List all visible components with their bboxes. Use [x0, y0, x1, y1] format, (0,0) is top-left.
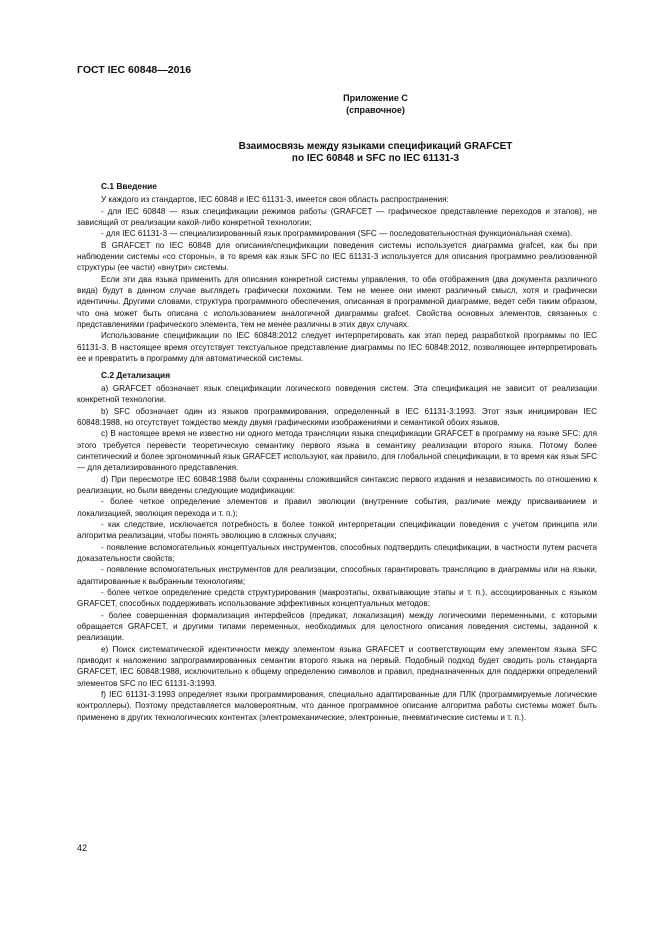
- paragraph: e) Поиск систематической идентичности между элементом языка GRAFCET и соответствующим ему элементом языка SFC приводит к наложению запрограммированных семантик второго языка на первый. Подобный подход будет сводить роль стандарта GRAFCET, IEC 60848:1988, исключительно к общему определению символов и правил, предназначенных для поддержки определений элементов SFC по IEC 61131-3:1993.: [77, 644, 597, 688]
- appendix-title: [0, 141, 661, 165]
- paragraph: Если эти два языка применить для описания конкретной системы управления, то оба отображения (два документа различного вида) будут в данном случае выглядеть графически похожими. Тем не менее они имеют различный смысл, хотя и графически идентичны. Другими словами, структура программного обеспечения, описанная в программной диаграмме, ведет себя таким образом, что она может быть описана с использованием аналогичной диаграммы grafcet. Свойства основных элементов, связанных с представлениями графического элемента, тем не менее различны в этих двух случаях.: [77, 274, 597, 330]
- list-item: - более совершенная формализация интерфейсов (предикат, локализация) между логическими переменными, с которыми обращается GRAFCET, и другими типами переменных, необходимых для целостного описания поведения системы, заданной к реализации.: [77, 610, 597, 643]
- paragraph: c) В настоящее время не известно ни одного метода трансляции языка спецификации GRAFCET в программу на языке SFC: для этого требуется перевести теоретическую семантику первого языка в семантику реализации второго языка. Потому более синтетический и более эргономичный язык GRAFCET используют, как правило, для глобальной спецификации, в то время как язык SFC — для детализированного представления.: [77, 429, 597, 473]
- page-number: 42: [77, 843, 88, 853]
- appendix-type: (справочное): [346, 104, 405, 115]
- title-line-2: по IEC 60848 и SFC по IEC 61131-3: [291, 153, 460, 164]
- paragraph: a) GRAFCET обозначает язык спецификации логического поведения систем. Эта спецификация не зависит от реализации конкретной технологии.: [77, 383, 597, 405]
- list-item: - появление вспомогательных концептуальных инструментов, способных подтвердить спецификации, в частности путем расчета доказательности свойств;: [77, 542, 597, 563]
- document-body: [77, 181, 597, 723]
- list-item: - появление вспомогательных инструментов для реализации, способных гарантировать трансляцию в диаграммы или на языки, адаптированные к выбранным технологиям;: [77, 565, 597, 586]
- doc-header: ГОСТ IEC 60848—2016: [77, 64, 192, 76]
- appendix-label: Приложение С: [343, 93, 408, 103]
- section-heading: С.1 Введение: [101, 181, 157, 191]
- paragraph: В GRAFCET по IEC 60848 для описания/спецификации поведения системы используется диаграмма grafcet, как бы при наблюдении системы «со стороны», в то время как язык SFC по IEC 61131-3 используется для описания программно реализованной структуры (ее части) «внутри» системы.: [77, 240, 597, 273]
- list-item: - более четкое определение средств структурирования (макроэтапы, охватывающие этапы и т. п.), ассоциированных с языком GRAFCET, способных поддерживать использование эффективных концептуальных методов;: [77, 588, 597, 609]
- paragraph: f) IEC 61131-3:1993 определяет языки программирования, специально адаптированные для ПЛК (программируемые логические контроллеры). Поэтому представляется маловероятным, что данное программное описание алгоритма работы системы может быть применено в других технологических контентах (электромеханические, электронные, пневматические системы и т. п.).: [77, 690, 597, 722]
- paragraph: d) При пересмотре IEC 60848:1988 были сохранены сложившийся синтаксис первого издания и независимость по отношению к реализации, но были введены следующие модификации:: [77, 474, 597, 495]
- list-item: - как следствие, исключается потребность в более тонкой интерпретации спецификации поведения с учетом принципа или алгоритма реализации, чтобы понять эволюцию в сложных случаях;: [77, 519, 597, 541]
- paragraph: b) SFC обозначает один из языков программирования, определенный в IEC 61131-3:1993. Этот язык инициирован IEC 60848:1988, но отсутствует тождество между двумя графическими изображениями и семантикой обоих языков.: [77, 406, 597, 427]
- section-heading: С.2 Детализация: [101, 369, 171, 380]
- paragraph: - для IEC 61131-3 — специализированный язык программирования (SFC — последовательностная функциональная схема).: [101, 229, 573, 239]
- appendix-label-block: [0, 93, 661, 116]
- list-item: - более четкое определение элементов и правил эволюции (внутренние события, различие между присваиванием и локализацией, эволюция перехода и т. п.);: [77, 497, 597, 518]
- paragraph: - для IEC 60848 — язык спецификации режимов работы (GRAFCET — графическое представление переходов и этапов), не зависящий от реализации какой-либо конкретной технологии;: [77, 206, 597, 228]
- paragraph: Использование спецификации по IEC 60848:2012 следует интерпретировать как этап перед разработкой программы по IEC 61131-3. В настоящее время отсутствует текстуальное представление диаграммы по IEC 60848:2012, позволяющее интерпретировать ее и превратить в программу для автоматической системы.: [77, 331, 597, 364]
- title-line-1: Взаимосвязь между языками спецификаций GRAFCET: [238, 141, 513, 152]
- paragraph: У каждого из стандартов, IEC 60848 и IEC 61131-3, имеется своя область распространения:: [101, 195, 449, 205]
